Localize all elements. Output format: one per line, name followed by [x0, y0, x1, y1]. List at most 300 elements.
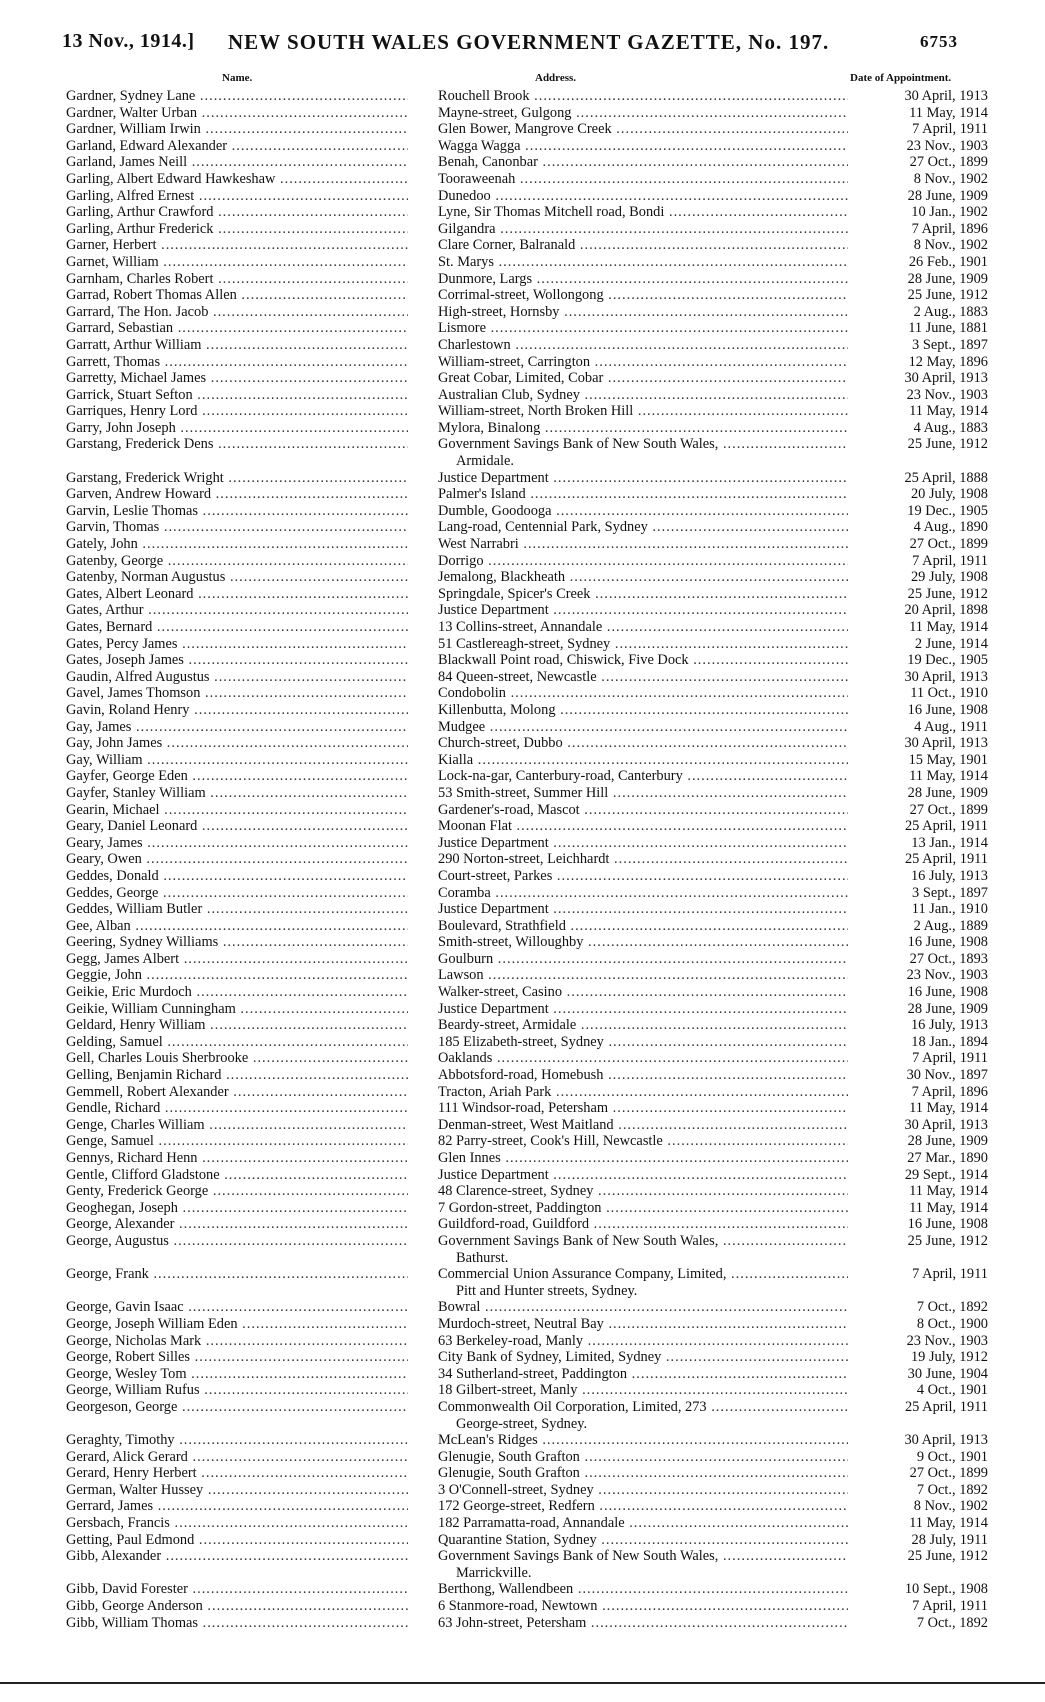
appointment-date: 16 July, 1913	[910, 1017, 988, 1034]
appointee-name: Gardner, William Irwin .....	[66, 121, 408, 138]
list-item	[0, 221, 1045, 238]
list-item	[0, 154, 1045, 171]
appointment-date: 11 Jan., 1910	[911, 901, 988, 918]
list-item	[0, 88, 1045, 105]
appointee-address: 290 Norton-street, Leichhardt .....	[438, 851, 848, 868]
list-item	[0, 1382, 1045, 1399]
appointment-date: 25 June, 1912	[907, 1548, 988, 1565]
appointee-address: 53 Smith-street, Summer Hill .....	[438, 785, 848, 802]
appointee-name: Garling, Albert Edward Hawkeshaw .....	[66, 171, 408, 188]
appointment-date: 30 April, 1913	[904, 370, 988, 387]
list-item	[0, 934, 1045, 951]
list-item	[0, 1299, 1045, 1316]
appointee-address: Goulburn .....	[438, 951, 848, 968]
appointee-address: Blackwall Point road, Chiswick, Five Dock .....	[438, 652, 848, 669]
appointee-name: Garnham, Charles Robert .....	[66, 271, 408, 288]
list-item	[0, 436, 1045, 469]
appointee-name: Garling, Arthur Frederick .....	[66, 221, 408, 238]
appointee-address-continued: Bathurst.	[456, 1249, 509, 1266]
list-item	[0, 1449, 1045, 1466]
appointment-date: 25 June, 1912	[907, 436, 988, 453]
appointee-name: Gavel, James Thomson .....	[66, 685, 408, 702]
list-item	[0, 835, 1045, 852]
appointee-address: Glenugie, South Grafton .....	[438, 1449, 848, 1466]
appointee-name: Gendle, Richard .....	[66, 1100, 408, 1117]
list-item	[0, 619, 1045, 636]
appointment-date: 27 Oct., 1899	[909, 154, 988, 171]
appointee-address: 51 Castlereagh-street, Sydney .....	[438, 636, 848, 653]
list-item	[0, 1067, 1045, 1084]
list-item	[0, 851, 1045, 868]
list-item	[0, 1200, 1045, 1217]
appointee-address: 63 Berkeley-road, Manly .....	[438, 1333, 848, 1350]
list-item	[0, 602, 1045, 619]
appointment-date: 28 July, 1911	[911, 1531, 988, 1548]
appointment-date: 27 Oct., 1899	[909, 801, 988, 818]
appointment-date: 7 April, 1911	[912, 1266, 988, 1283]
appointment-date: 7 April, 1911	[912, 552, 988, 569]
appointment-date: 28 June, 1909	[907, 270, 988, 287]
appointee-name: Garrad, Robert Thomas Allen .....	[66, 287, 408, 304]
appointee-name: Gay, James .....	[66, 719, 408, 736]
column-headers	[0, 72, 1045, 88]
list-item	[0, 1034, 1045, 1051]
appointee-address: St. Marys .....	[438, 254, 848, 271]
list-item	[0, 752, 1045, 769]
appointment-date: 30 April, 1913	[904, 668, 988, 685]
list-item	[0, 1233, 1045, 1266]
appointee-name: Garven, Andrew Howard .....	[66, 486, 408, 503]
appointment-date: 23 Nov., 1903	[906, 386, 988, 403]
appointment-date: 16 June, 1908	[907, 934, 988, 951]
list-item	[0, 636, 1045, 653]
appointment-date: 7 April, 1911	[912, 121, 988, 138]
appointee-address: Church-street, Dubbo .....	[438, 735, 848, 752]
list-item	[0, 503, 1045, 520]
appointee-address: Smith-street, Willoughby .....	[438, 934, 848, 951]
appointment-date: 27 Oct., 1899	[909, 536, 988, 553]
appointee-address: Mudgee .....	[438, 719, 848, 736]
appointee-address: 48 Clarence-street, Sydney .....	[438, 1183, 848, 1200]
appointee-name: Gately, John .....	[66, 536, 408, 553]
appointee-name: Geggie, John .....	[66, 967, 408, 984]
appointee-name: Garretty, Michael James .....	[66, 370, 408, 387]
appointment-date: 30 June, 1904	[907, 1365, 988, 1382]
appointee-address: Lismore .....	[438, 320, 848, 337]
appointee-name: Gatenby, Norman Augustus .....	[66, 569, 408, 586]
appointee-address: Commercial Union Assurance Company, Limited, .....	[438, 1266, 848, 1283]
column-header-date: Date of Appointment.	[850, 72, 952, 84]
appointee-address: Glenugie, South Grafton .....	[438, 1465, 848, 1482]
appointee-name: Gavin, Roland Henry .....	[66, 702, 408, 719]
appointee-address: 82 Parry-street, Cook's Hill, Newcastle .....	[438, 1133, 848, 1150]
appointment-date: 7 Oct., 1892	[916, 1299, 988, 1316]
list-item	[0, 719, 1045, 736]
appointee-address: Tracton, Ariah Park .....	[438, 1084, 848, 1101]
appointee-name: Getting, Paul Edmond .....	[66, 1532, 408, 1549]
appointment-date: 11 May, 1914	[909, 1515, 988, 1532]
appointee-address: 13 Collins-street, Annandale .....	[438, 619, 848, 636]
appointee-address: 7 Gordon-street, Paddington .....	[438, 1200, 848, 1217]
list-item	[0, 1399, 1045, 1432]
list-item	[0, 1548, 1045, 1581]
list-item	[0, 1216, 1045, 1233]
appointment-date: 11 May, 1914	[909, 619, 988, 635]
appointee-name: Gegg, James Albert .....	[66, 951, 408, 968]
column-header-address: Address.	[535, 72, 577, 84]
appointment-date: 28 June, 1909	[907, 784, 988, 801]
appointee-name: Geddes, George .....	[66, 885, 408, 902]
appointee-address: Walker-street, Casino .....	[438, 984, 848, 1001]
appointment-date: 4 Oct., 1901	[916, 1382, 988, 1399]
list-item	[0, 470, 1045, 487]
appointment-date: 8 Nov., 1902	[913, 237, 988, 254]
appointee-address: Justice Department .....	[438, 602, 848, 619]
appointee-address: City Bank of Sydney, Limited, Sydney .....	[438, 1349, 848, 1366]
appointee-name: Garrard, Sebastian .....	[66, 320, 408, 337]
appointee-address: Jemalong, Blackheath .....	[438, 569, 848, 586]
appointment-date: 7 April, 1896	[911, 220, 988, 237]
list-item	[0, 1017, 1045, 1034]
appointment-date: 23 Nov., 1903	[906, 137, 988, 154]
appointment-date: 20 July, 1908	[910, 486, 988, 503]
column-header-name: Name.	[222, 72, 253, 84]
appointee-address: 34 Sutherland-street, Paddington .....	[438, 1366, 848, 1383]
appointee-address: Commonwealth Oil Corporation, Limited, 273 .....	[438, 1399, 848, 1416]
list-item	[0, 1349, 1045, 1366]
appointee-address: Justice Department .....	[438, 1001, 848, 1018]
appointment-date: 2 June, 1914	[914, 635, 988, 652]
list-item	[0, 519, 1045, 536]
appointment-date: 4 Aug., 1890	[913, 519, 988, 536]
appointment-date: 8 Nov., 1902	[913, 1498, 988, 1515]
appointee-name: George, Joseph William Eden .....	[66, 1316, 408, 1333]
appointee-name: Gerard, Alick Gerard .....	[66, 1449, 408, 1466]
appointee-address: Government Savings Bank of New South Wales, .....	[438, 1233, 848, 1250]
appointment-date: 25 June, 1912	[907, 1232, 988, 1249]
list-item	[0, 1333, 1045, 1350]
appointee-name: Gayfer, Stanley William .....	[66, 785, 408, 802]
list-item	[0, 1001, 1045, 1018]
appointee-name: Garriques, Henry Lord .....	[66, 403, 408, 420]
appointee-name: Gates, Percy James .....	[66, 636, 408, 653]
issue-date: 13 Nov., 1914.]	[62, 30, 195, 52]
list-item	[0, 171, 1045, 188]
list-item	[0, 1465, 1045, 1482]
appointee-name: Gardner, Walter Urban .....	[66, 105, 408, 122]
list-item	[0, 420, 1045, 437]
appointee-address: 185 Elizabeth-street, Sydney .....	[438, 1034, 848, 1051]
list-item	[0, 951, 1045, 968]
appointment-date: 3 Sept., 1897	[912, 884, 988, 901]
appointee-name: German, Walter Hussey .....	[66, 1482, 408, 1499]
appointee-address: Corrimal-street, Wollongong .....	[438, 287, 848, 304]
appointee-address: Great Cobar, Limited, Cobar .....	[438, 370, 848, 387]
appointee-address: Springdale, Spicer's Creek .....	[438, 586, 848, 603]
appointee-address: Lang-road, Centennial Park, Sydney .....	[438, 519, 848, 536]
list-item	[0, 885, 1045, 902]
appointee-name: Gell, Charles Louis Sherbrooke .....	[66, 1050, 408, 1067]
appointment-date: 11 May, 1914	[909, 768, 988, 785]
appointee-name: Gaudin, Alfred Augustus .....	[66, 669, 408, 686]
appointment-date: 25 April, 1911	[904, 851, 988, 868]
appointee-name: Garland, Edward Alexander .....	[66, 138, 408, 155]
list-item	[0, 204, 1045, 221]
list-item	[0, 802, 1045, 819]
appointee-address: Guildford-road, Guildford .....	[438, 1216, 848, 1233]
appointee-name: Geddes, William Butler .....	[66, 901, 408, 918]
list-item	[0, 337, 1045, 354]
appointee-address: Berthong, Wallendbeen .....	[438, 1581, 848, 1598]
list-item	[0, 984, 1045, 1001]
appointee-address-continued: Armidale.	[456, 453, 514, 470]
appointee-address: Abbotsford-road, Homebush .....	[438, 1067, 848, 1084]
list-item	[0, 1532, 1045, 1549]
appointment-date: 25 April, 1911	[904, 818, 988, 835]
appointment-date: 13 Jan., 1914	[911, 834, 988, 851]
list-item	[0, 1150, 1045, 1167]
appointment-date: 11 May, 1914	[909, 403, 988, 420]
appointment-date: 11 May, 1914	[909, 1100, 988, 1117]
list-item	[0, 768, 1045, 785]
appointee-address: High-street, Hornsby .....	[438, 304, 848, 321]
appointee-name: Gay, William .....	[66, 752, 408, 769]
list-item	[0, 1432, 1045, 1449]
list-item	[0, 287, 1045, 304]
appointee-name: Geldard, Henry William .....	[66, 1017, 408, 1034]
appointment-date: 16 June, 1908	[907, 1216, 988, 1233]
appointment-date: 16 July, 1913	[910, 867, 988, 884]
appointment-date: 28 June, 1909	[907, 187, 988, 204]
appointment-date: 29 July, 1908	[910, 569, 988, 586]
appointee-name: Garratt, Arthur William .....	[66, 337, 408, 354]
appointment-date: 30 April, 1913	[904, 88, 988, 104]
list-item	[0, 818, 1045, 835]
appointee-address: McLean's Ridges .....	[438, 1432, 848, 1449]
appointee-name: Gates, Joseph James .....	[66, 652, 408, 669]
appointment-date: 28 June, 1909	[907, 1000, 988, 1017]
appointment-date: 27 Mar., 1890	[907, 1150, 988, 1166]
appointee-address: Glen Innes .....	[438, 1150, 848, 1167]
appointee-name: George, Gavin Isaac .....	[66, 1299, 408, 1316]
appointment-date: 16 June, 1908	[907, 984, 988, 1001]
list-item	[0, 1515, 1045, 1532]
list-item	[0, 1581, 1045, 1598]
appointee-address: 63 John-street, Petersham .....	[438, 1615, 848, 1632]
list-item	[0, 669, 1045, 686]
appointment-date: 7 April, 1911	[912, 1050, 988, 1067]
appointee-address: Boulevard, Strathfield .....	[438, 918, 848, 935]
appointee-name: Geary, Owen .....	[66, 851, 408, 868]
appointment-date: 30 April, 1913	[904, 1116, 988, 1133]
appointment-date: 11 Oct., 1910	[910, 685, 988, 702]
appointee-name: Genge, Samuel .....	[66, 1133, 408, 1150]
appointee-address: Dorrigo .....	[438, 553, 848, 570]
appointee-name: Genge, Charles William .....	[66, 1117, 408, 1134]
gazette-title: NEW SOUTH WALES GOVERNMENT GAZETTE, No. 197.	[228, 30, 830, 54]
list-item	[0, 1183, 1045, 1200]
appointee-name: Garstang, Frederick Dens .....	[66, 436, 408, 453]
list-item	[0, 1482, 1045, 1499]
appointment-date: 10 Sept., 1908	[904, 1581, 988, 1598]
appointee-address: Oaklands .....	[438, 1050, 848, 1067]
appointment-date: 30 April, 1913	[904, 735, 988, 752]
appointee-address: Tooraweenah .....	[438, 171, 848, 188]
list-item	[0, 1050, 1045, 1067]
appointment-date: 11 May, 1914	[909, 1183, 988, 1200]
list-item	[0, 1366, 1045, 1383]
list-item	[0, 138, 1045, 155]
appointment-list	[0, 88, 1045, 1631]
list-item	[0, 271, 1045, 288]
appointment-date: 18 Jan., 1894	[911, 1033, 988, 1050]
appointment-date: 19 Dec., 1905	[907, 502, 988, 519]
appointment-date: 2 Aug., 1883	[913, 303, 988, 320]
appointment-date: 28 June, 1909	[907, 1133, 988, 1150]
appointee-name: Garnet, William .....	[66, 254, 408, 271]
appointee-address: Benah, Canonbar .....	[438, 154, 848, 171]
appointee-name: Gibb, David Forester .....	[66, 1581, 408, 1598]
appointee-address: 6 Stanmore-road, Newtown .....	[438, 1598, 848, 1615]
list-item	[0, 1167, 1045, 1184]
appointment-date: 7 April, 1911	[912, 1598, 988, 1615]
appointee-name: Gelding, Samuel .....	[66, 1034, 408, 1051]
appointee-name: Gennys, Richard Henn .....	[66, 1150, 408, 1167]
appointee-address: Government Savings Bank of New South Wales, .....	[438, 436, 848, 453]
appointee-address: Justice Department .....	[438, 470, 848, 487]
appointee-address: 111 Windsor-road, Petersham .....	[438, 1100, 848, 1117]
list-item	[0, 354, 1045, 371]
appointee-name: Gayfer, George Eden .....	[66, 768, 408, 785]
appointee-address: Rouchell Brook .....	[438, 88, 848, 105]
appointee-address: 172 George-street, Redfern .....	[438, 1498, 848, 1515]
appointee-name: George, William Rufus .....	[66, 1382, 408, 1399]
appointee-name: Gelling, Benjamin Richard .....	[66, 1067, 408, 1084]
appointee-name: Gardner, Sydney Lane .....	[66, 88, 408, 105]
list-item	[0, 1598, 1045, 1615]
appointee-name: Geikie, Eric Murdoch .....	[66, 984, 408, 1001]
list-item	[0, 370, 1045, 387]
appointee-name: George, Robert Silles .....	[66, 1349, 408, 1366]
appointee-address: William-street, North Broken Hill .....	[438, 403, 848, 420]
list-item	[0, 304, 1045, 321]
appointee-address: Gardener's-road, Mascot .....	[438, 802, 848, 819]
appointee-name: Garrett, Thomas .....	[66, 354, 408, 371]
list-item	[0, 121, 1045, 138]
appointee-name: Geraghty, Timothy .....	[66, 1432, 408, 1449]
appointment-date: 11 May, 1914	[909, 104, 988, 121]
list-item	[0, 1316, 1045, 1333]
list-item	[0, 105, 1045, 122]
appointee-name: Geoghegan, Joseph .....	[66, 1200, 408, 1217]
appointee-name: Garstang, Frederick Wright .....	[66, 470, 408, 487]
appointee-name: Geary, Daniel Leonard .....	[66, 818, 408, 835]
list-item	[0, 237, 1045, 254]
appointment-date: 27 Oct., 1893	[909, 950, 988, 967]
appointee-name: Garland, James Neill .....	[66, 154, 408, 171]
appointee-address: 3 O'Connell-street, Sydney .....	[438, 1482, 848, 1499]
appointee-name: Geikie, William Cunningham .....	[66, 1001, 408, 1018]
list-item	[0, 586, 1045, 603]
appointee-name: Gentle, Clifford Gladstone .....	[66, 1167, 408, 1184]
appointee-address-continued: Pitt and Hunter streets, Sydney.	[456, 1282, 638, 1299]
appointee-name: Georgeson, George .....	[66, 1399, 408, 1416]
appointment-date: 26 Feb., 1901	[908, 253, 988, 270]
appointment-date: 29 Sept., 1914	[904, 1166, 988, 1183]
appointment-date: 25 June, 1912	[907, 585, 988, 602]
appointee-address: 84 Queen-street, Newcastle .....	[438, 669, 848, 686]
list-item	[0, 702, 1045, 719]
appointment-date: 11 June, 1881	[908, 320, 988, 337]
list-item	[0, 387, 1045, 404]
appointee-name: George, Frank .....	[66, 1266, 408, 1283]
appointment-date: 23 Nov., 1903	[906, 1332, 988, 1349]
list-item	[0, 1117, 1045, 1134]
appointment-date: 27 Oct., 1899	[909, 1465, 988, 1482]
appointee-name: Gerrard, James .....	[66, 1498, 408, 1515]
appointment-date: 3 Sept., 1897	[912, 336, 988, 353]
appointee-name: Gibb, Alexander .....	[66, 1548, 408, 1565]
appointee-address: Glen Bower, Mangrove Creek .....	[438, 121, 848, 138]
appointee-name: Garling, Alfred Ernest .....	[66, 188, 408, 205]
list-item	[0, 868, 1045, 885]
appointee-address: Australian Club, Sydney .....	[438, 387, 848, 404]
appointment-date: 19 July, 1912	[910, 1349, 988, 1366]
appointee-address-continued: Marrickville.	[456, 1564, 532, 1581]
list-item	[0, 569, 1045, 586]
list-item	[0, 536, 1045, 553]
appointee-address: 182 Parramatta-road, Annandale .....	[438, 1515, 848, 1532]
appointee-name: Gates, Albert Leonard .....	[66, 586, 408, 603]
appointment-date: 19 Dec., 1905	[907, 652, 988, 669]
appointee-name: Garrard, The Hon. Jacob .....	[66, 304, 408, 321]
appointment-date: 7 Oct., 1892	[916, 1481, 988, 1498]
gazette-masthead	[0, 22, 1045, 62]
list-item	[0, 901, 1045, 918]
appointment-date: 30 Nov., 1897	[906, 1067, 988, 1084]
appointee-address: Killenbutta, Molong .....	[438, 702, 848, 719]
appointee-address: Court-street, Parkes .....	[438, 868, 848, 885]
appointee-address-continued: George-street, Sydney.	[456, 1415, 588, 1432]
appointment-date: 25 April, 1888	[904, 469, 988, 486]
appointee-name: Geary, James .....	[66, 835, 408, 852]
appointee-address: Mylora, Binalong .....	[438, 420, 848, 437]
appointment-date: 9 Oct., 1901	[916, 1448, 988, 1465]
appointment-date: 12 May, 1896	[908, 353, 988, 370]
appointee-name: Gersbach, Francis .....	[66, 1515, 408, 1532]
appointee-address: Lock-na-gar, Canterbury-road, Canterbury .....	[438, 768, 848, 785]
appointee-name: George, Augustus .....	[66, 1233, 408, 1250]
list-item	[0, 320, 1045, 337]
list-item	[0, 486, 1045, 503]
appointee-address: Bowral .....	[438, 1299, 848, 1316]
appointee-name: Garvin, Thomas .....	[66, 519, 408, 536]
list-item	[0, 967, 1045, 984]
appointment-date: 25 June, 1912	[907, 287, 988, 304]
appointee-name: Gates, Bernard .....	[66, 619, 408, 636]
appointee-name: Garry, John Joseph .....	[66, 420, 408, 437]
list-item	[0, 403, 1045, 420]
appointment-date: 25 April, 1911	[904, 1398, 988, 1415]
list-item	[0, 1266, 1045, 1299]
list-item	[0, 1133, 1045, 1150]
appointee-address: William-street, Carrington .....	[438, 354, 848, 371]
appointee-address: Mayne-street, Gulgong .....	[438, 105, 848, 122]
appointee-name: George, Nicholas Mark .....	[66, 1333, 408, 1350]
appointee-address: Charlestown .....	[438, 337, 848, 354]
appointee-address: Gilgandra .....	[438, 221, 848, 238]
list-item	[0, 188, 1045, 205]
